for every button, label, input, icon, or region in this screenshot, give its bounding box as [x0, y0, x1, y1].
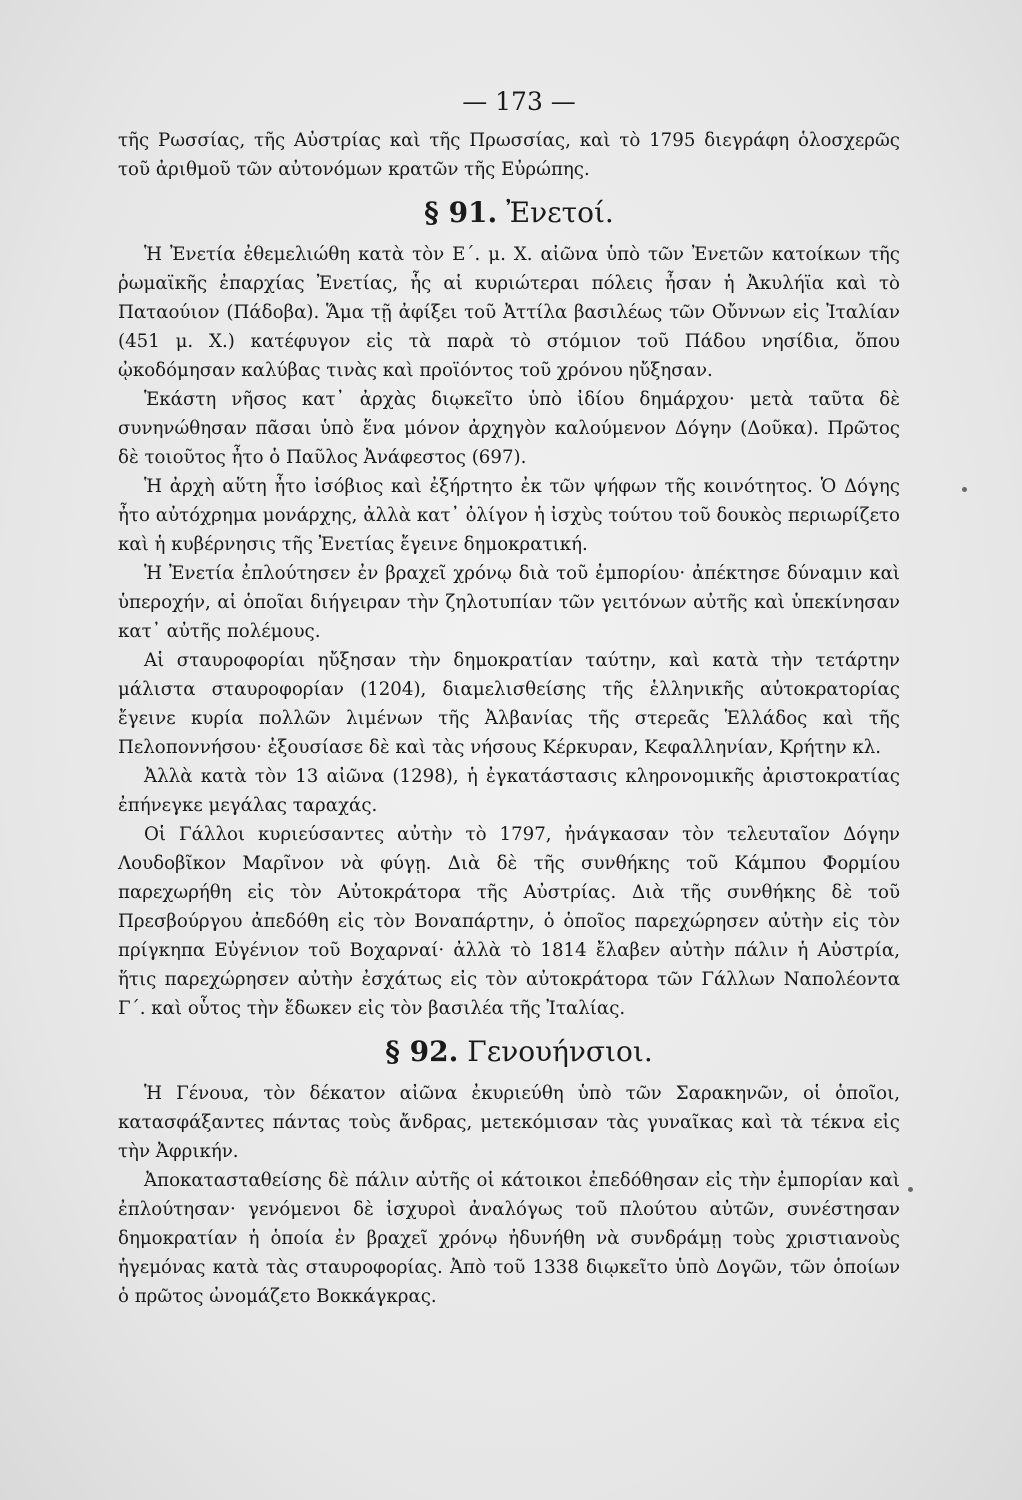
ink-spot: [908, 1187, 913, 1192]
paragraph: Ἡ ἀρχὴ αὕτη ἦτο ἰσόβιος καὶ ἐξήρτητο ἐκ τῶν ψήφων τῆς κοινότητος. Ὁ Δόγης ἦτο αὐτόχρημα μονάρχης, ἀλλὰ κατ᾽ ὀλίγον ἡ ἰσχὺς τούτου τοῦ δουκὸς περιωρίζετο καὶ ἡ κυβέρνησις τῆς Ἐνετίας ἔγεινε δημοκρατική.: [118, 476, 900, 555]
paragraph: Αἱ σταυροφορίαι ηὔξησαν τὴν δημοκρατίαν ταύτην, καὶ κατὰ τὴν τετάρτην μάλιστα σταυροφορίαν (1204), διαμελισθείσης τῆς ἑλληνικῆς αὐτοκρατορίας ἔγεινε κυρία πολλῶν λιμένων τῆς Ἀλβανίας τῆς στερεᾶς Ἑλλάδος καὶ τῆς Πελοποννήσου· ἐξουσίασε δὲ καὶ τὰς νήσους Κέρκυραν, Κεφαλληνίαν, Κρήτην κλ.: [118, 650, 900, 758]
paragraph: Ἡ Ἐνετία ἐθεμελιώθη κατὰ τὸν Ε΄. μ. Χ. αἰῶνα ὑπὸ τῶν Ἐνετῶν κατοίκων τῆς ῥωμαϊκῆς ἐπαρχίας Ἐνετίας, ἧς αἱ κυριώτεραι πόλεις ἦσαν ἡ Ἀκυλήϊα καὶ τὸ Παταούιον (Πάδοβα). Ἅμα τῇ ἀφίξει τοῦ Ἀττίλα βασιλέως τῶν Οὔννων εἰς Ἰταλίαν (451 μ. Χ.) κατέφυγον εἰς τὰ παρὰ τὸ στόμιον τοῦ Πάδου νησίδια, ὅπου ᾠκοδόμησαν καλύβας τινὰς καὶ προϊόντος τοῦ χρόνου ηὔξησαν.: [118, 244, 900, 381]
section-number: § 91.: [424, 196, 498, 229]
section-number: § 92.: [385, 1035, 459, 1068]
paragraph: Ἡ Γένουα, τὸν δέκατον αἰῶνα ἐκυριεύθη ὑπὸ τῶν Σαρακηνῶν, οἱ ὁποῖοι, κατασφάξαντες πάντας τοὺς ἄνδρας, μετεκόμισαν τὰς γυναῖκας καὶ τὰ τέκνα εἰς τὴν Ἀφρικήν.: [118, 1083, 900, 1162]
page-number: — 173 —: [462, 87, 576, 116]
section-title: Ἐνετοί.: [506, 196, 614, 229]
paragraph: Ἡ Ἐνετία ἐπλούτησεν ἐν βραχεῖ χρόνῳ διὰ τοῦ ἐμπορίου· ἀπέκτησε δύναμιν καὶ ὑπεροχήν, αἱ ὁποῖαι διήγειραν τὴν ζηλοτυπίαν τῶν γειτόνων αὐτῆς καὶ ὑπεκίνησαν κατ᾽ αὐτῆς πολέμους.: [118, 563, 900, 642]
paragraph: Ἀλλὰ κατὰ τὸν 13 αἰῶνα (1298), ἡ ἐγκατάστασις κληρονομικῆς ἀριστοκρατίας ἐπήνεγκε μεγάλας ταραχάς.: [118, 766, 900, 816]
section-heading-91: [138, 194, 900, 232]
paragraph: Ἀποκατασταθείσης δὲ πάλιν αὐτῆς οἱ κάτοικοι ἐπεδόθησαν εἰς τὴν ἐμπορίαν καὶ ἐπλούτησαν· γενόμενοι δὲ ἰσχυροὶ ἀναλόγως τοῦ πλούτου αὐτῶν, συνέστησαν δημοκρατίαν ἡ ὁποία ἐν βραχεῖ χρόνῳ ἠδυνήθη νὰ συνδράμῃ τοὺς χριστιανοὺς ἡγεμόνας κατὰ τὰς σταυροφορίας. Ἀπὸ τοῦ 1338 διῳκεῖτο ὑπὸ Δογῶν, τῶν ὁποίων ὁ πρῶτος ὠνομάζετο Βοκκάγκρας.: [118, 1170, 900, 1307]
paragraph: Οἱ Γάλλοι κυριεύσαντες αὐτὴν τὸ 1797, ἠνάγκασαν τὸν τελευταῖον Δόγην Λουδοβῖκον Μαρῖνον νὰ φύγῃ. Διὰ δὲ τῆς συνθήκης τοῦ Κάμπου Φορμίου παρεχωρήθη εἰς τὸν Αὐτοκράτορα τῆς Αὐστρίας. Διὰ τῆς συνθήκης δὲ τοῦ Πρεσβούργου ἀπεδόθη εἰς τὸν Βοναπάρτην, ὁ ὁποῖος παρεχώρησεν αὐτὴν εἰς τὸν πρίγκηπα Εὐγένιον τοῦ Βοχαρναί· ἀλλὰ τὸ 1814 ἔλαβεν αὐτὴν πάλιν ἡ Αὐστρία, ἥτις παρεχώρησεν αὐτὴν ἐσχάτως εἰς τὸν αὐτοκράτορα τῶν Γάλλων Ναπολέοντα Γ΄. καὶ οὗτος τὴν ἔδωκεν εἰς τὸν βασιλέα τῆς Ἰταλίας.: [118, 824, 900, 1019]
section-title: Γενουήνσιοι.: [467, 1035, 653, 1068]
ink-spot: [962, 487, 967, 492]
paragraph: Ἑκάστη νῆσος κατ᾽ ἀρχὰς διῳκεῖτο ὑπὸ ἰδίου δημάρχου· μετὰ ταῦτα δὲ συνηνώθησαν πᾶσαι ὑπὸ ἕνα μόνον ἀρχηγὸν καλούμενον Δόγην (Δοῦκα). Πρῶτος δὲ τοιοῦτος ἦτο ὁ Παῦλος Ἀνάφεστος (697).: [118, 389, 900, 468]
intro-paragraph: τῆς Ρωσσίας, τῆς Αὐστρίας καὶ τῆς Πρωσσίας, καὶ τὸ 1795 διεγράφη ὁλοσχερῶς τοῦ ἀριθμοῦ τῶν αὐτονόμων κρατῶν τῆς Εὐρώπης.: [118, 130, 900, 180]
section-heading-92: [138, 1033, 900, 1071]
page-body: [118, 82, 900, 1311]
